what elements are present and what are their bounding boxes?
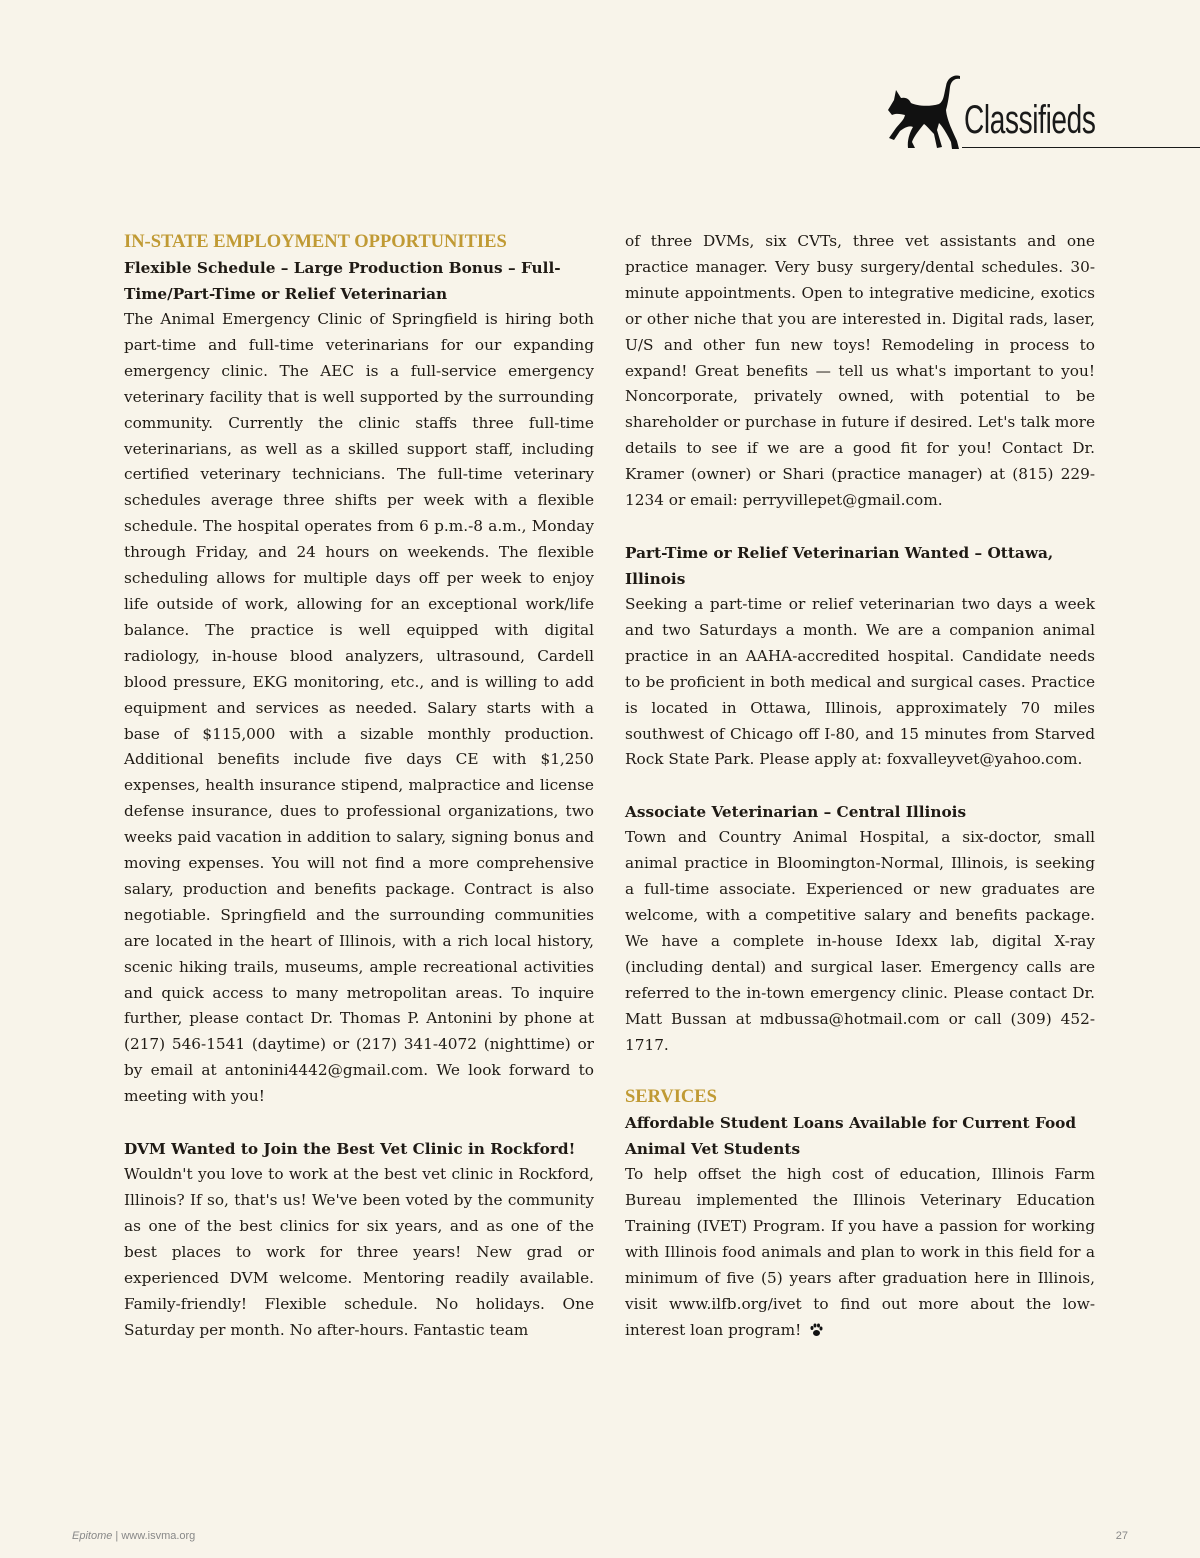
- section-heading-employment: IN-STATE EMPLOYMENT OPPORTUNITIES: [124, 232, 507, 252]
- section-heading-services: SERVICES: [625, 1087, 717, 1108]
- cat-icon: [884, 70, 962, 150]
- ad-body: Wouldn't you love to work at the best vet clinic in Rockford, Illinois? If so, that's us! We've been voted by the community as one of the best clinics for six years, and as one of the best places to work for three years! New grad or experienced DVM welcome. Mentoring readily available. Family-friendly! Flexible schedule. No holidays. One Saturday per month. No after-hours. Fantastic team: [124, 1165, 594, 1339]
- page-header: [880, 68, 1200, 150]
- ad-title: Part-Time or Relief Veterinarian Wanted – Ottawa, Illinois: [625, 543, 1054, 588]
- page-number: 27: [1115, 1530, 1128, 1542]
- ad-title: DVM Wanted to Join the Best Vet Clinic in Rockford!: [124, 1140, 576, 1159]
- footer-separator: |: [115, 1530, 119, 1542]
- header-rule: [962, 147, 1200, 148]
- right-column: [625, 229, 1095, 1370]
- ad-title: Flexible Schedule – Large Production Bonus – Full-Time/Part-Time or Relief Veterinarian: [124, 259, 561, 303]
- paw-icon: [809, 1323, 823, 1337]
- ad-body-text: To help offset the high cost of education, Illinois Farm Bureau implemented the Illinois Veterinary Education Training (IVET) Program. If you have a passion for working with Illinois food animals and plan to work in this field for a minimum of five (5) years after graduation here in Illinois, visit www.ilfb.org/ivet to find out more about the low-interest loan program!: [625, 1165, 1095, 1339]
- ad-title: Affordable Student Loans Available for Current Food Animal Vet Students: [625, 1114, 1077, 1159]
- footer-publication: [72, 1530, 195, 1542]
- left-column: [124, 229, 594, 1369]
- ad-title: Associate Veterinarian – Central Illinois: [625, 803, 967, 822]
- ad-body-continued: of three DVMs, six CVTs, three vet assistants and one practice manager. Very busy surgery/dental schedules. 30-minute appointments. Open to integrative medicine, exotics or other niche that you are interested in. Digital rads, laser, U/S and other fun new toys! Remodeling in process to expand! Great benefits — tell us what's important to you! Noncorporate, privately owned, with potential to be shareholder or purchase in future if desired. Let's talk more details to see if we are a good fit for you! Contact Dr. Kramer (owner) or Shari (practice manager) at (815) 229-1234 or email: perryvillepet@gmail.com.: [625, 232, 1095, 510]
- publication-name: Epitome: [72, 1530, 113, 1542]
- ad-body: Town and Country Animal Hospital, a six-doctor, small animal practice in Bloomington-Normal, Illinois, is seeking a full-time associate. Experienced or new graduates are welcome, with a competitive salary and benefits package. We have a complete in-house Idexx lab, digital X-ray (including dental) and surgical laser. Emergency calls are referred to the in-town emergency clinic. Please contact Dr. Matt Bussan at mdbussa@hotmail.com or call (309) 452-1717.: [625, 828, 1095, 1054]
- page-title: Classifieds: [964, 98, 1096, 142]
- footer-website: www.isvma.org: [121, 1530, 196, 1542]
- ad-body: The Animal Emergency Clinic of Springfield is hiring both part-time and full-time veterinarians for our expanding emergency clinic. The AEC is a full-service emergency veterinary facility that is well supported by the surrounding community. Currently the clinic staffs three full-time veterinarians, as well as a skilled support staff, including certified veterinary technicians. The full-time veterinary schedules average three shifts per week with a flexible schedule. The hospital operates from 6 p.m.-8 a.m., Monday through Friday, and 24 hours on weekends. The flexible scheduling allows for multiple days off per week to enjoy life outside of work, allowing for an exceptional work/life balance. The practice is well equipped with digital radiology, in-house blood analyzers, ultrasound, Cardell blood pressure, EKG monitoring, etc., and is willing to add equipment and services as needed. Salary starts with a base of $115,000 with a sizable monthly production. Additional benefits include five days CE with $1,250 expenses, health insurance stipend, malpractice and license defense insurance, dues to professional organizations, two weeks paid vacation in addition to salary, signing bonus and moving expenses. You will not find a more comprehensive salary, production and benefits package. Contract is also negotiable. Springfield and the surrounding communities are located in the heart of Illinois, with a rich local history, scenic hiking trails, museums, ample recreational activities and quick access to many metropolitan areas. To inquire further, please contact Dr. Thomas P. Antonini by phone at (217) 546-1541 (daytime) or (217) 341-4072 (nighttime) or by email at antonini4442@gmail.com. We look forward to meeting with you!: [124, 310, 594, 1106]
- ad-body: Seeking a part-time or relief veterinarian two days a week and two Saturdays a month. We are a companion animal practice in an AAHA-accredited hospital. Candidate needs to be proficient in both medical and surgical cases. Practice is located in Ottawa, Illinois, approximately 70 miles southwest of Chicago off I-80, and 15 minutes from Starved Rock State Park. Please apply at: foxvalleyvet@yahoo.com.: [625, 594, 1095, 769]
- ad-body-final: [625, 1162, 1095, 1343]
